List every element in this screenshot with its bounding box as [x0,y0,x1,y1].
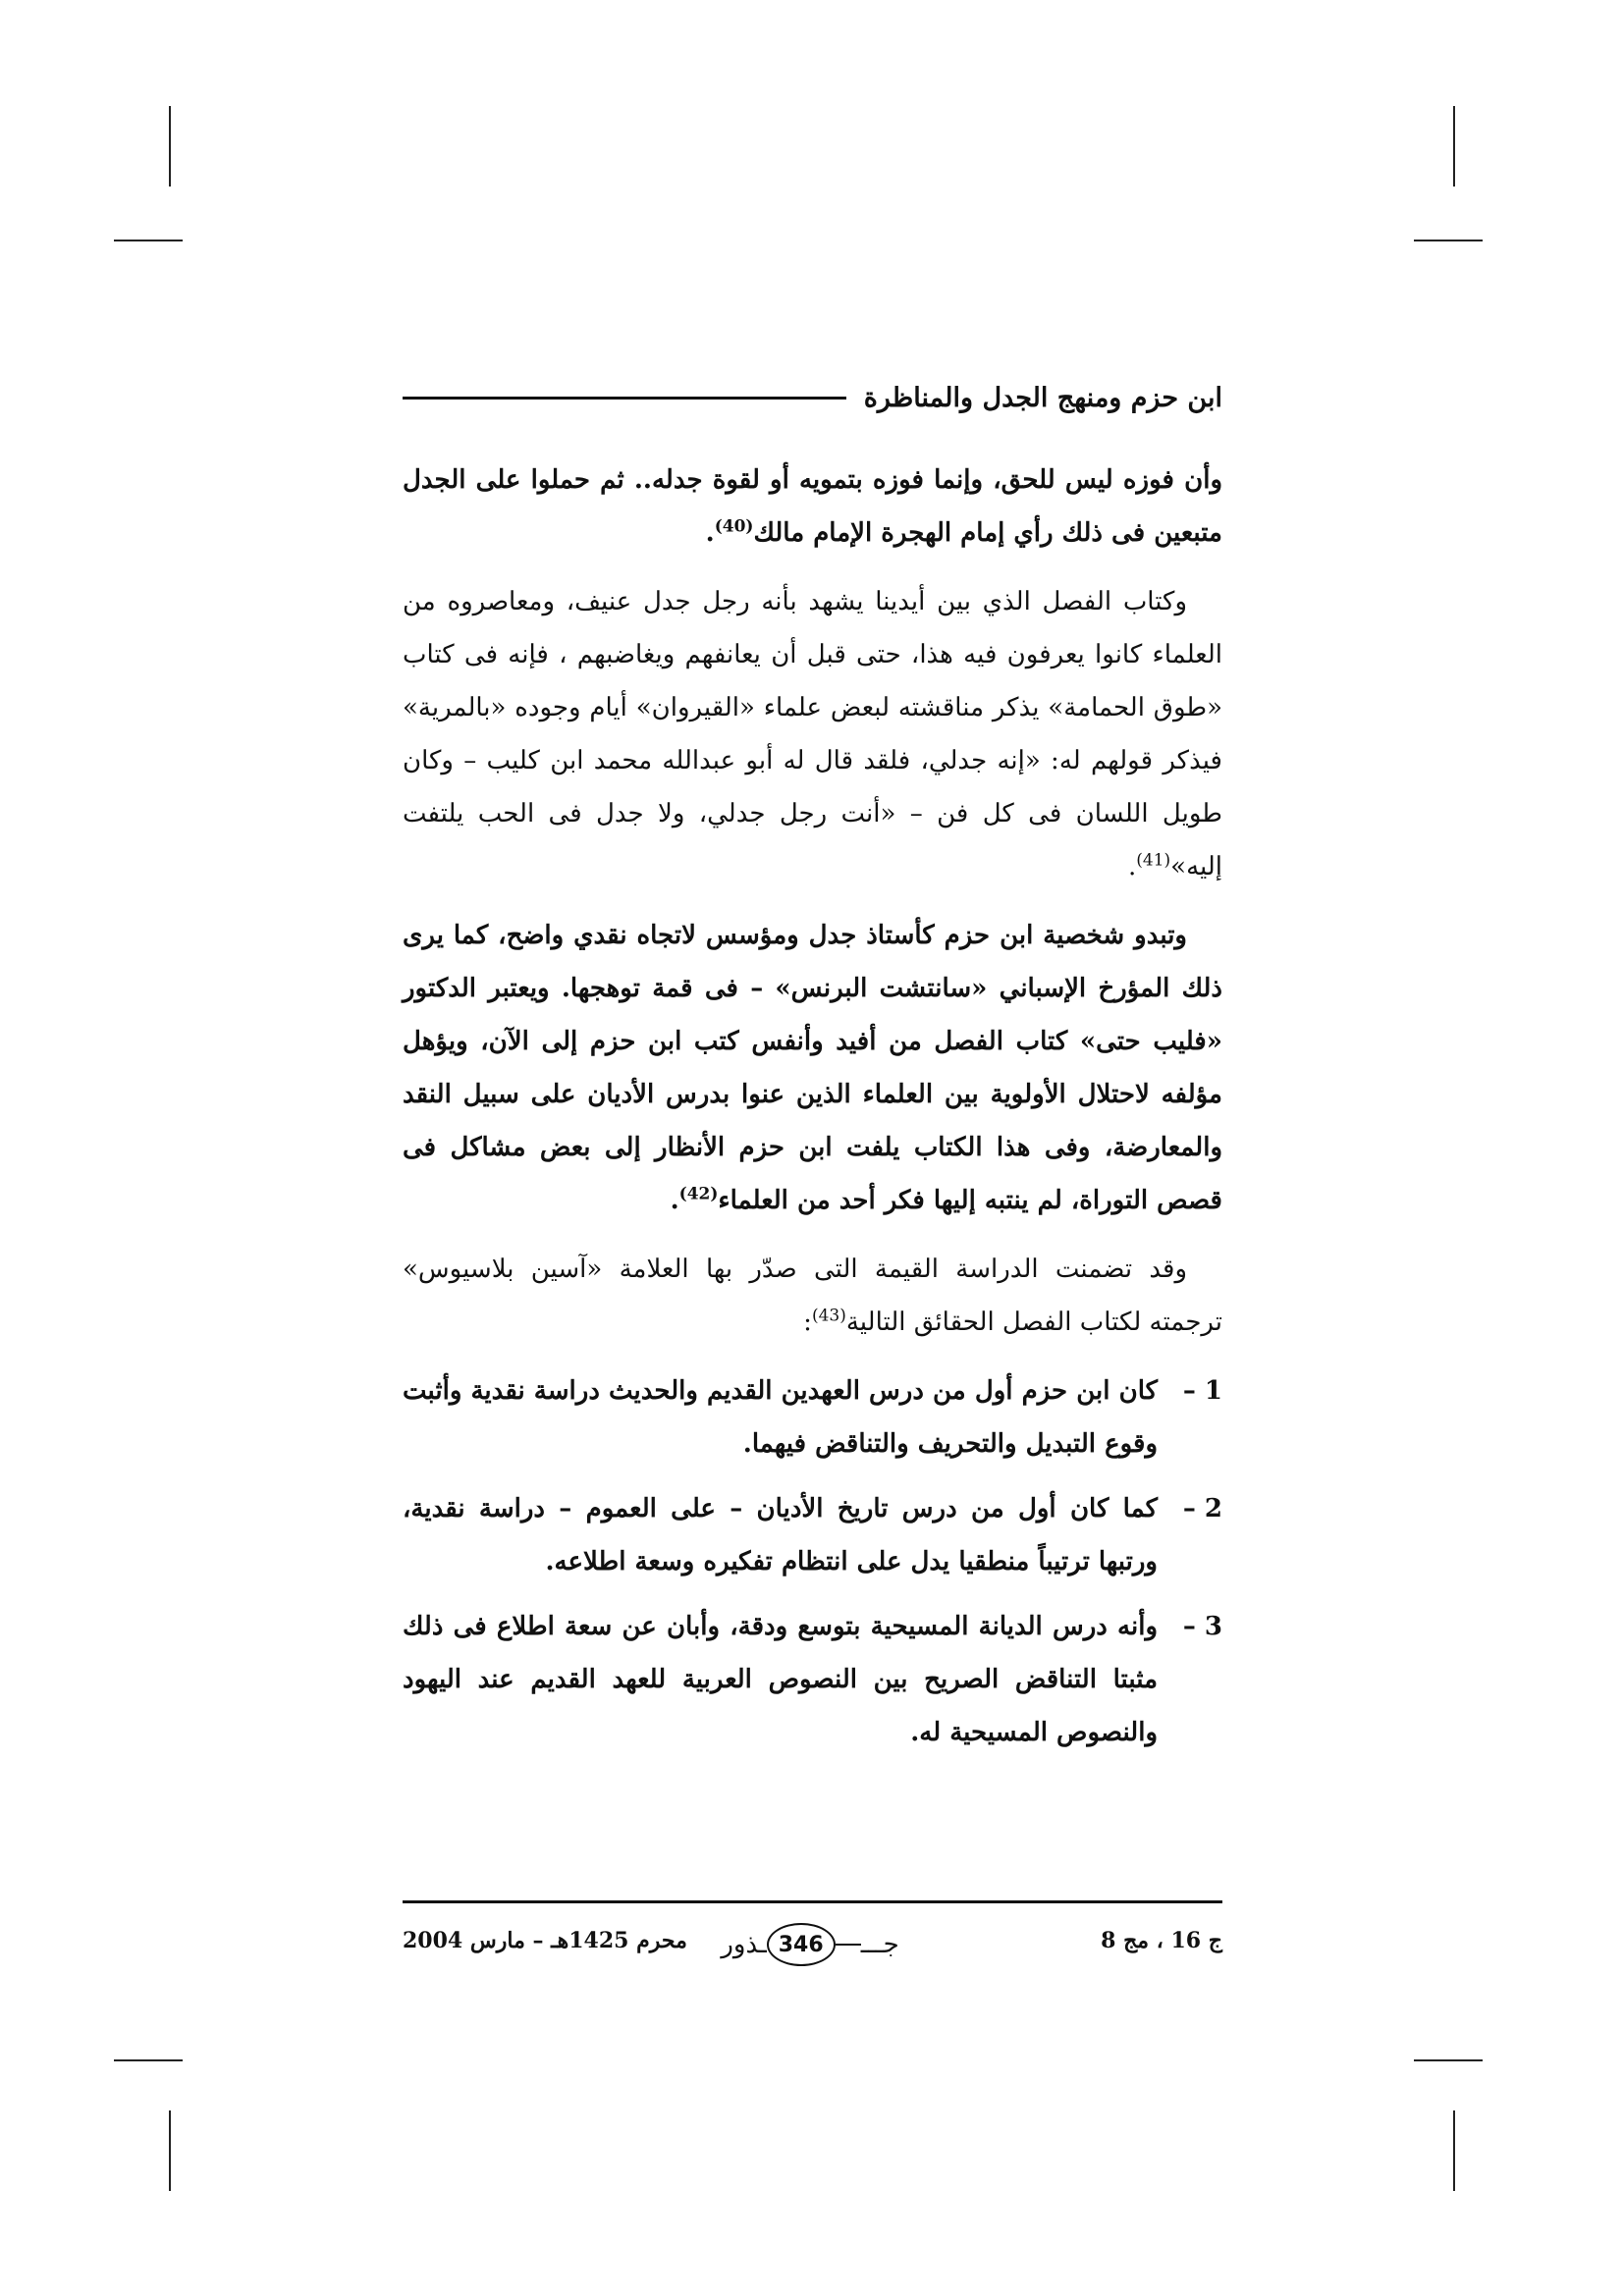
crop-mark [114,240,183,241]
crop-mark [1414,240,1483,241]
paragraph-1 [403,454,1222,560]
paragraph-4 [403,1243,1222,1349]
footnote-ref-40: (40) [714,516,754,537]
list-item-number: 3 – [1182,1612,1222,1641]
footer-rule [403,1900,1222,1903]
crop-mark [1453,106,1455,187]
paragraph-3 [403,909,1222,1227]
paragraph-text: وقد تضمنت الدراسة القيمة التى صدّر بها العلامة «آسين بلاسيوس» ترجمته لكتاب الفصل الحقائق التالية [403,1255,1222,1337]
paragraph-text: وأن فوزه ليس للحق، وإنما فوزه بتمويه أو لقوة جدله.. ثم حملوا على الجدل متبعين فى ذلك رأي إمام الهجرة الإمام مالك [403,465,1222,548]
list-item-text: كما كان أول من درس تاريخ الأديان – على العموم – دراسة نقدية، ورتبها ترتيباً منطقيا يدل على انتظام تفكيره وسعة اطلاعه. [403,1494,1158,1576]
list-item-text: وأنه درس الديانة المسيحية بتوسع ودقة، وأبان عن سعة اطلاع فى ذلك مثبتا التناقض الصريح بين النصوص العربية للعهد القديم عند اليهود والنصوص المسيحية له. [403,1612,1158,1747]
crop-mark [169,2110,171,2191]
logo-text-left: ـذور [721,1930,767,1959]
list-item-number: 2 – [1182,1494,1222,1523]
list-item [403,1364,1222,1470]
paragraph-text: وتبدو شخصية ابن حزم كأستاذ جدل ومؤسس لاتجاه نقدي واضح، كما يرى ذلك المؤرخ الإسباني «سانتشت البرنس» – فى قمة توهجها. ويعتبر الدكتور «فليب حتى» كتاب الفصل من أفيد وأنفس كتب ابن حزم إلى الآن، ويؤهل مؤلفه لاحتلال الأولوية بين العلماء الذين عنوا بدرس الأديان على سبيل النقد والمعارضة، وفى هذا الكتاب يلفت ابن حزم الأنظار إلى بعض مشاكل فى قصص التوراة، لم ينتبه إليها فكر أحد من العلماء [403,921,1222,1215]
list-item-text: كان ابن حزم أول من درس العهدين القديم والحديث دراسة نقدية وأثبت وقوع التبديل والتحريف والتناقض فيهما. [403,1376,1158,1459]
issue-volume: ج 16 ، مج 8 [1101,1928,1222,1953]
footnote-ref-41: (41) [1136,850,1171,871]
paragraph-end: . [705,518,715,548]
paragraph-text: وكتاب الفصل الذي بين أيدينا يشهد بأنه رجل جدل عنيف، ومعاصروه من العلماء كانوا يعرفون فيه هذا، حتى قبل أن يعانفهم ويغاضبهم ، فإنه فى كتاب «طوق الحمامة» يذكر مناقشته لبعض علماء «القيروان» أيام وجوده «بالمرية» فيذكر قولهم له: «إنه جدلي، فلقد قال له أبو عبدالله محمد ابن كليب – وكان طويل اللسان فى كل فن – «أنت رجل جدلي، ولا جدل فى الحب يلتفت إليه» [403,587,1222,881]
list-item [403,1482,1222,1588]
page-body [403,454,1222,1771]
crop-mark [169,106,171,187]
logo-text-right: جـــ [860,1930,899,1959]
page-footer [403,1920,1222,1975]
footnote-ref-42: (42) [678,1184,719,1204]
journal-logo [717,1920,903,1969]
paragraph-2 [403,575,1222,893]
paragraph-end: : [803,1308,812,1337]
page-number: 346 [767,1923,836,1966]
book-page [403,363,1222,1959]
paragraph-end: . [1127,852,1137,881]
list-item [403,1600,1222,1759]
facts-list [403,1364,1222,1759]
footnote-ref-43: (43) [811,1306,846,1326]
header-rule [403,397,846,400]
crop-mark [1453,2110,1455,2191]
crop-mark [114,2059,183,2061]
list-item-number: 1 – [1182,1376,1222,1406]
running-title: ابن حزم ومنهج الجدل والمناظرة [863,383,1222,413]
issue-date: محرم 1425هـ – مارس 2004 [403,1928,687,1953]
logo-line [836,1944,861,1946]
crop-mark [1414,2059,1483,2061]
running-header [403,383,1222,413]
paragraph-end: . [670,1186,679,1215]
